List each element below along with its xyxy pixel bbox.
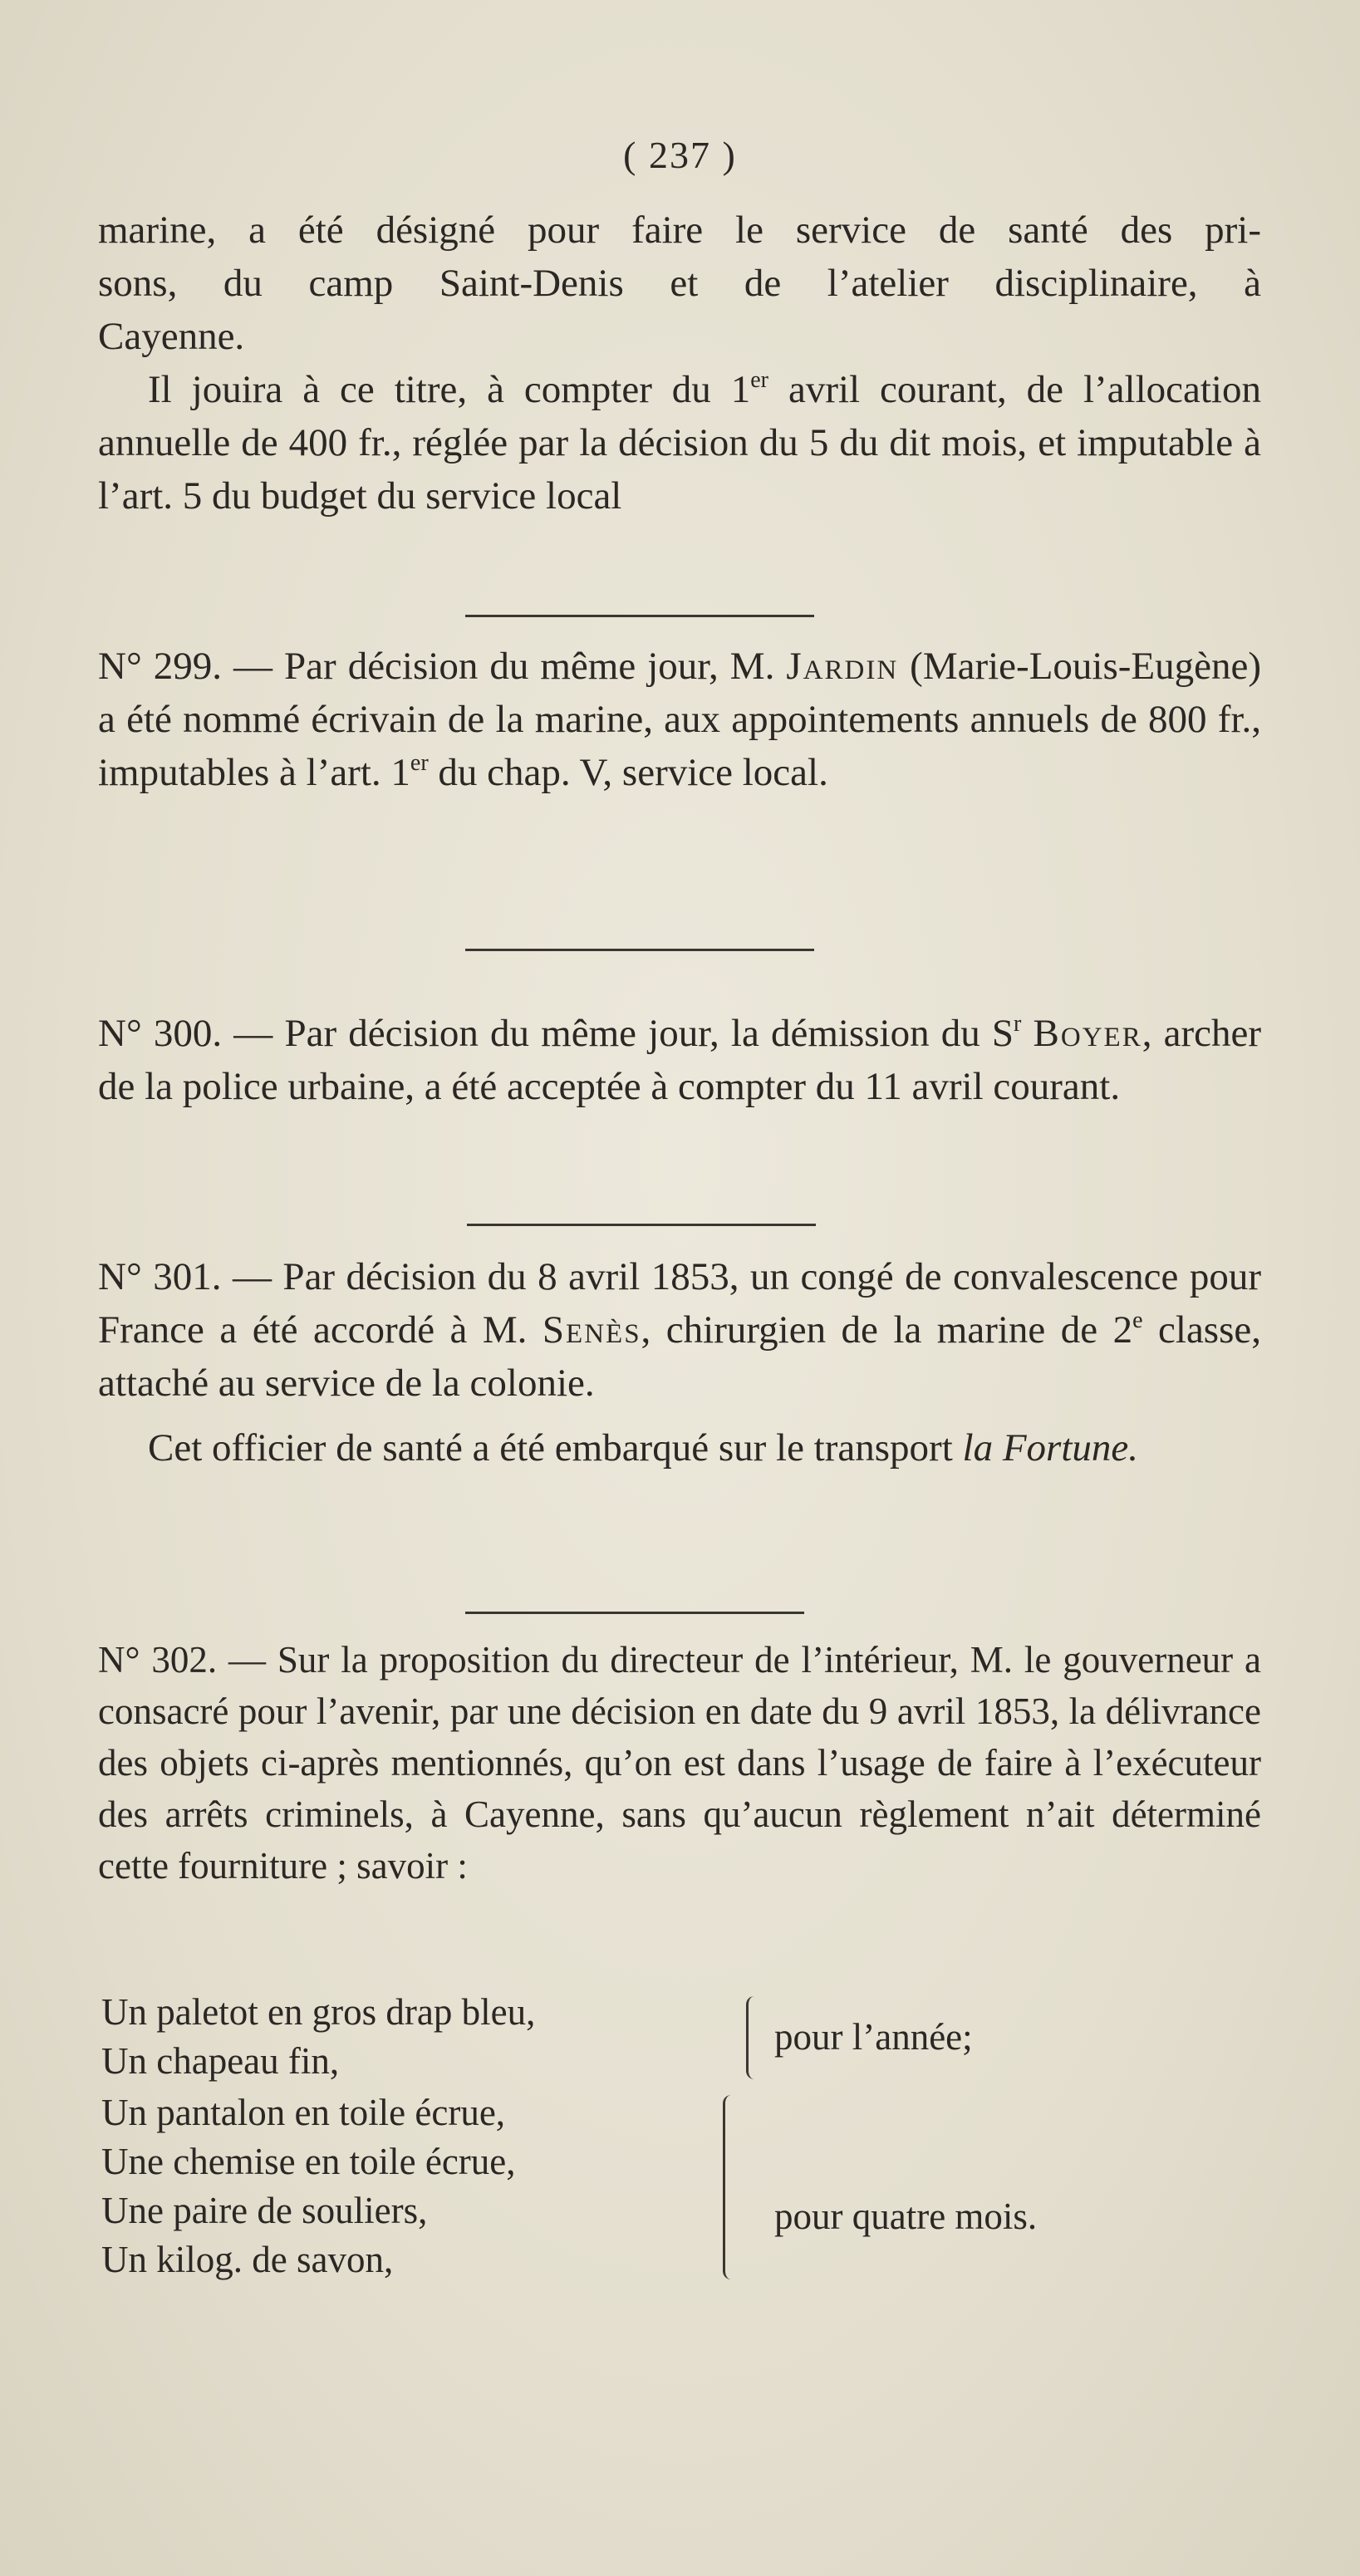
items-months-list (101, 2088, 516, 2284)
decision-301 (98, 1250, 1261, 1474)
decision-299 (98, 640, 1261, 799)
list-item: Un paletot en gros drap bleu, (101, 1991, 536, 2033)
intro-line-1: marine, a été désigné pour faire le service de santé des pri- (98, 209, 1261, 252)
intro-line-2: sons, du camp Saint-Denis et de l’atelier disciplinaire, à (98, 262, 1261, 305)
separator-rule (465, 615, 814, 617)
decision-302 (98, 1634, 1261, 1892)
list-item: Une paire de souliers, (101, 2190, 428, 2231)
separator-rule (465, 949, 814, 951)
label-year: pour l’année; (774, 2016, 973, 2058)
separator-rule (465, 1612, 804, 1614)
separator-rule (467, 1224, 816, 1226)
decision-300-text: N° 300. — Par décision du même jour, la démission du $S^r$ Boyer, archer de la police urbaine, a été acceptée à compter du 11 avril courant. (98, 1011, 1262, 1108)
brace (723, 2095, 740, 2279)
list-item: Un chapeau fin, (101, 2040, 340, 2082)
decision-301-text: N° 301. — Par décision du 8 avril 1853, un congé de convalescence pour France a été accordé à M. Senès, chirurgien de la marine de 2e classe, attaché au service de la colonie. (98, 1255, 1261, 1405)
list-item: Un kilog. de savon, (101, 2239, 394, 2280)
brace (746, 1996, 763, 2079)
list-item: Un pantalon en toile écrue, (101, 2092, 506, 2133)
list-item: Une chemise en toile écrue, (101, 2141, 516, 2182)
decision-302-text: N° 302. — Sur la proposition du directeur de l’intérieur, M. le gouverneur a consacré pour l’avenir, par une décision en date du 9 avril 1853, la délivrance des objets ci-après mentionnés, qu’on est dans l’usage de faire à l’exécuteur des arrêts criminels, à Cayenne, sans qu’aucun règlement n’ait déterminé cette fourniture ; savoir : (98, 1639, 1261, 1887)
intro-line-3: Cayenne. (98, 315, 245, 358)
decision-300 (98, 1007, 1261, 1113)
decision-301-paragraph-2: Cet officier de santé a été embarqué sur le transport la Fortune. (148, 1426, 1138, 1470)
items-year-list (101, 1988, 535, 2086)
intro-paragraph-2: Il jouira à ce titre, à compter du 1er avril courant, de l’allocation annuelle de 400 fr., réglée par la décision du 5 du dit mois, et imputable à l’art. 5 du budget du service local (98, 367, 1261, 518)
decision-299-text: N° 299. — Par décision du même jour, M. Jardin (Marie-Louis-Eugène) a été nommé écrivain de la marine, aux appointements annuels de 800 fr., imputables à l’art. 1er du chap. V, service local. (98, 645, 1261, 794)
page-number: ( 237 ) (623, 134, 737, 176)
intro-section (98, 204, 1261, 523)
label-months: pour quatre mois. (774, 2196, 1038, 2237)
